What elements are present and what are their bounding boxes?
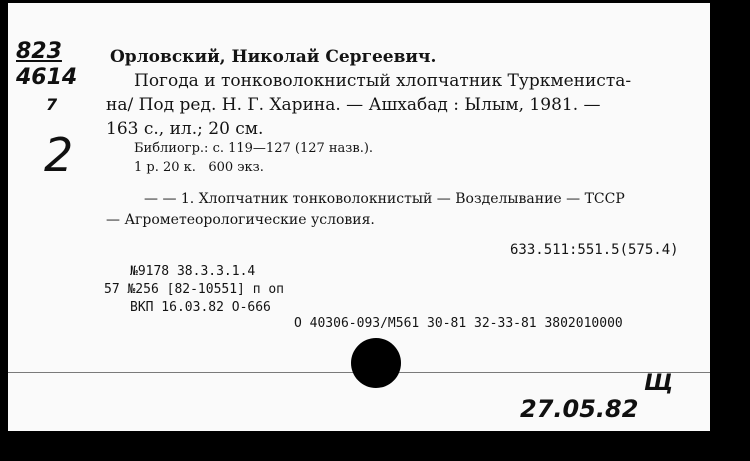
- author-heading: Орловский, Николай Сергеевич.: [110, 47, 437, 67]
- handwritten-date: 27.05.82: [520, 395, 639, 423]
- classification-number: 633.511:551.5(575.4): [510, 242, 679, 258]
- record-number: №9178 38.3.3.1.4: [130, 264, 256, 279]
- title-line-2: на/ Под ред. Н. Г. Харина. — Ашхабад : Ылым, 1981. —: [106, 95, 601, 115]
- scan-border-bottom: [0, 431, 750, 461]
- call-number-line2: 4614: [16, 65, 78, 90]
- bibliography-note: Библиогр.: с. 119—127 (127 назв.).: [134, 141, 374, 156]
- subject-line-2: — Агрометеорологические условия.: [106, 212, 375, 228]
- vkp-line: ВКП 16.03.82 О-666: [130, 300, 271, 315]
- scan-border-right: [710, 0, 750, 461]
- punch-hole: [351, 338, 401, 388]
- price-note: 1 р. 20 к. 600 экз.: [134, 160, 264, 175]
- handwritten-margin-mark: 7: [46, 95, 58, 114]
- catalog-card: [8, 3, 710, 431]
- title-line-1: Погода и тонковолокнистый хлопчатник Туркмениста-: [134, 71, 632, 91]
- title-line-3: 163 с., ил.; 20 см.: [106, 119, 264, 139]
- handwritten-mark: Щ: [644, 371, 674, 396]
- code-line: О 40306-093/М561 30-81 32-33-81 3802010000: [294, 316, 623, 331]
- record-line-2: 57 №256 [82-10551] п оп: [104, 282, 285, 297]
- handwritten-margin-mark-2: 2: [44, 128, 74, 182]
- call-number-line1: 823: [16, 39, 62, 64]
- subject-line-1: — — 1. Хлопчатник тонковолокнистый — Возделывание — ТССР: [144, 191, 625, 207]
